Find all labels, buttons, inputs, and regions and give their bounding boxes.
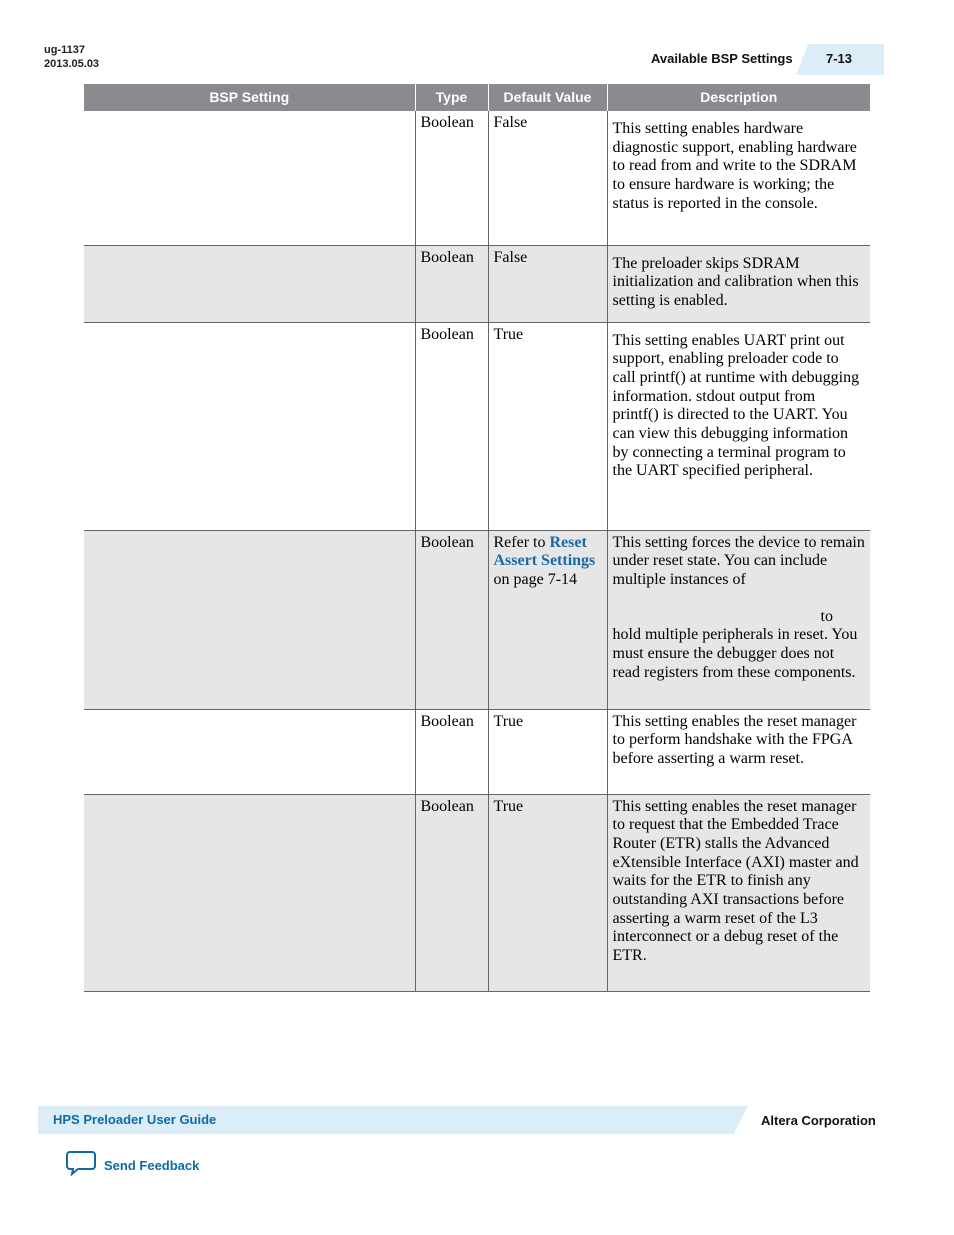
type-cell: Boolean: [415, 245, 488, 322]
description-text-continued: hold multiple peripherals in reset. You must ensure the debugger does not read registers from these components.: [612, 626, 858, 681]
table-row: [84, 530, 870, 709]
description-text: The preloader skips SDRAM initialization and calibration when this setting is enabled.: [612, 254, 859, 309]
default-cell: True: [488, 709, 607, 794]
default-suffix: on page 7-14: [493, 570, 578, 588]
default-cell: True: [488, 322, 607, 530]
setting-cell: [84, 709, 415, 794]
table-header-row: [84, 84, 870, 111]
company-name: Altera Corporation: [761, 1113, 876, 1128]
description-cell: [607, 322, 870, 530]
doc-date: 2013.05.03: [44, 58, 100, 70]
setting-cell: [84, 530, 415, 709]
send-feedback-label: Send Feedback: [104, 1158, 200, 1173]
setting-cell: [84, 322, 415, 530]
column-header-description: Description: [607, 84, 870, 111]
speech-bubble-icon: [66, 1150, 96, 1181]
description-cell: [607, 530, 870, 709]
description-cell: This setting enables the reset manager to perform handshake with the FPGA before asserting a warm reset.: [607, 709, 870, 794]
guide-title-link[interactable]: HPS Preloader User Guide: [53, 1112, 217, 1127]
table-row: [84, 794, 870, 991]
default-prefix: Refer to: [493, 533, 546, 551]
default-cell: False: [488, 111, 607, 245]
setting-cell: [84, 794, 415, 991]
table-row: [84, 111, 870, 245]
type-cell: Boolean: [415, 794, 488, 991]
setting-cell: [84, 111, 415, 245]
table-row: [84, 245, 870, 322]
description-to: to: [820, 607, 833, 625]
column-header-default-value: Default Value: [488, 84, 607, 111]
default-cell: True: [488, 794, 607, 991]
type-cell: Boolean: [415, 530, 488, 709]
page-number: 7-13: [826, 51, 853, 66]
bsp-settings-table: [84, 84, 870, 992]
doc-number: ug-1137: [44, 44, 85, 56]
document-id: [44, 43, 99, 71]
description-cell: [607, 245, 870, 322]
default-cell: [488, 530, 607, 709]
description-cell: [607, 111, 870, 245]
column-header-type: Type: [415, 84, 488, 111]
setting-cell: [84, 245, 415, 322]
type-cell: Boolean: [415, 709, 488, 794]
type-cell: Boolean: [415, 322, 488, 530]
description-cell: This setting enables the reset manager to request that the Embedded Trace Router (ETR) stalls the Advanced eXtensible Interface (AXI) master and waits for the ETR to finish any outstanding AXI transactions before asserting a warm reset of the L3 interconnect or a debug reset of the ETR.: [607, 794, 870, 991]
type-cell: Boolean: [415, 111, 488, 245]
column-header-bsp-setting: BSP Setting: [84, 84, 415, 111]
description-text: This setting enables UART print out support, enabling preloader code to call printf() at runtime with debugging information. stdout output from printf() is directed to the UART. You can view this debugging information by connecting a terminal program to the UART specified peripheral.: [612, 331, 860, 480]
reset-assert-settings-link[interactable]: Reset Assert Settings: [493, 533, 596, 570]
default-cell: False: [488, 245, 607, 322]
description-text: This setting enables hardware diagnostic support, enabling hardware to read from and write to the SDRAM to ensure hardware is working; the status is reported in the console.: [612, 120, 857, 212]
table-row: [84, 709, 870, 794]
table-row: [84, 322, 870, 530]
description-text: This setting forces the device to remain under reset state. You can include multiple instances of: [612, 533, 865, 588]
section-title: Available BSP Settings: [651, 51, 793, 66]
send-feedback-link[interactable]: [66, 1150, 199, 1181]
